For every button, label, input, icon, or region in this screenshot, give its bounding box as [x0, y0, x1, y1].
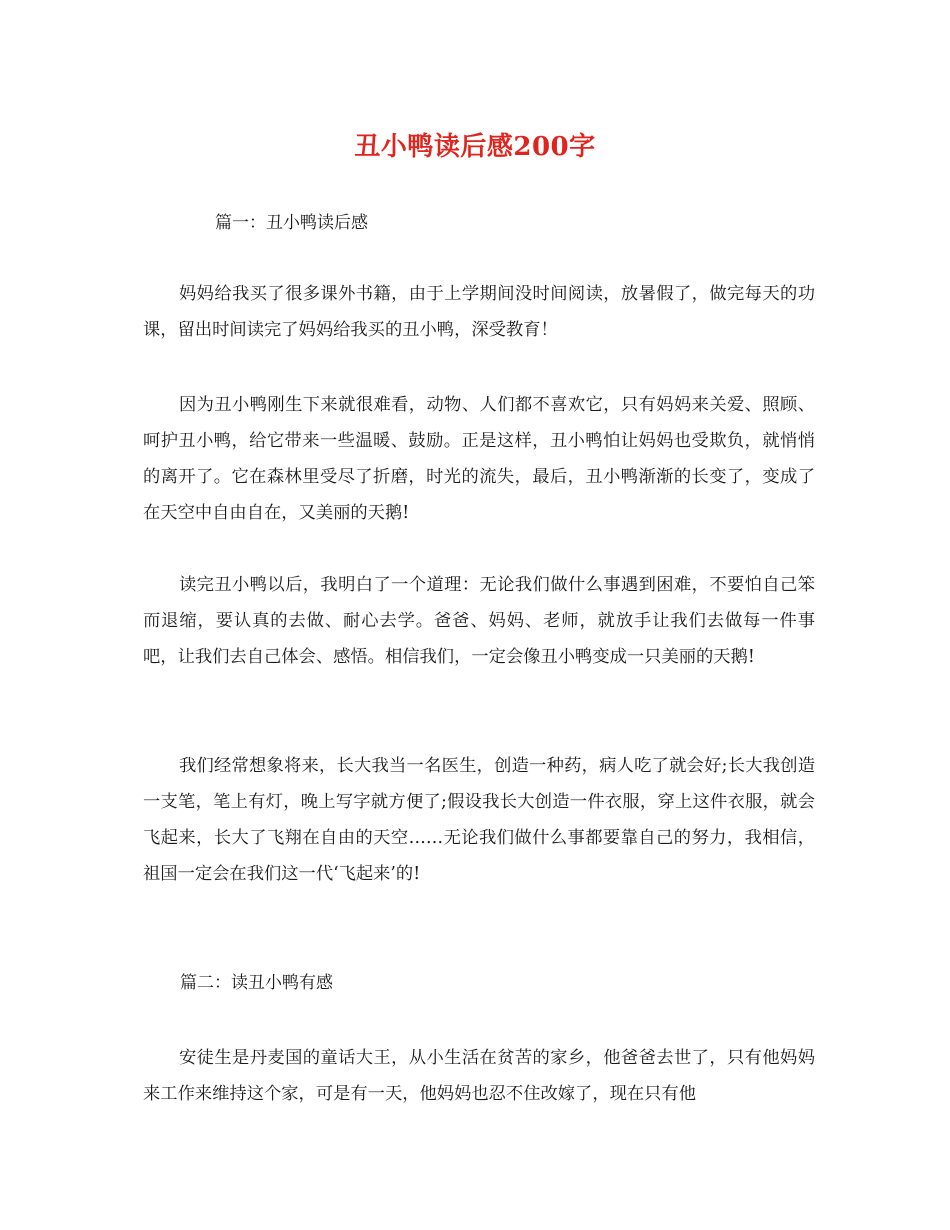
section-heading: 篇一：丑小鸭读后感: [215, 213, 368, 233]
paragraph: 我们经常想象将来，长大我当一名医生，创造一种药，病人吃了就会好;长大我创造一支笔，笔上有灯，晚上写字就方便了;假设我长大创造一件衣服，穿上这件衣服，就会飞起来，长大了飞翔在自由的天空……无论我们做什么事都要靠自己的努力，我相信，祖国一定会在我们这一代‘飞起来’的!: [143, 756, 815, 884]
paragraph: 读完丑小鸭以后，我明白了一个道理：无论我们做什么事遇到困难，不要怕自己笨而退缩，要认真的去做、耐心去学。爸爸、妈妈、老师，就放手让我们去做每一件事吧，让我们去自己体会、感悟。相信我们，一定会像丑小鸭变成一只美丽的天鹅!: [143, 575, 815, 667]
paragraph: 妈妈给我买了很多课外书籍，由于上学期间没时间阅读，放暑假了，做完每天的功课，留出时间读完了妈妈给我买的丑小鸭，深受教育！: [143, 284, 815, 340]
section-heading: 篇二：读丑小鸭有感: [180, 973, 333, 993]
paragraph: 安徒生是丹麦国的童话大王，从小生活在贫苦的家乡，他爸爸去世了，只有他妈妈来工作来维持这个家，可是有一天，他妈妈也忍不住改嫁了，现在只有他: [143, 1048, 815, 1104]
paragraph: 因为丑小鸭刚生下来就很难看，动物、人们都不喜欢它，只有妈妈来关爱、照顾、呵护丑小鸭，给它带来一些温暖、鼓励。正是这样，丑小鸭怕让妈妈也受欺负，就悄悄的离开了。它在森林里受尽了折磨，时光的流失，最后，丑小鸭渐渐的长变了，变成了在天空中自由自在，又美丽的天鹅!: [143, 395, 815, 523]
document-title: 丑小鸭读后感200字: [354, 132, 596, 162]
